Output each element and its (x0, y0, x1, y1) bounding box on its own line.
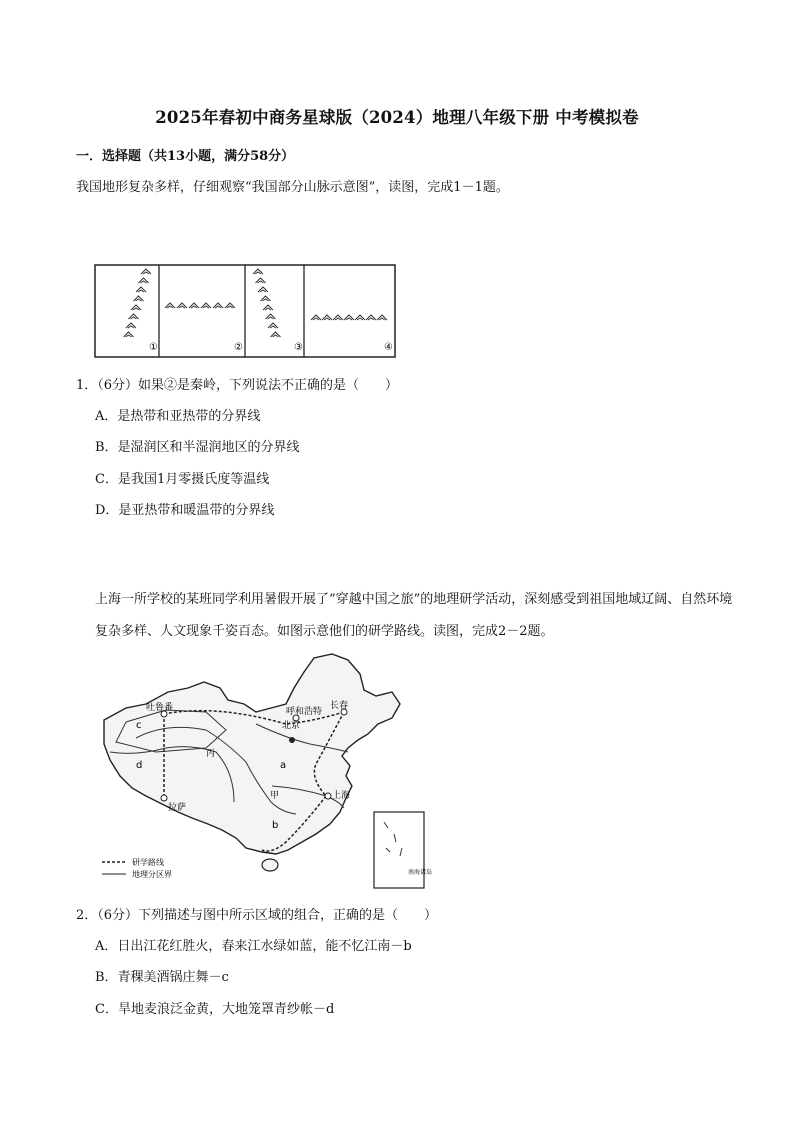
mountain-peak-icon (139, 278, 149, 283)
legend-boundary: 地理分区界 (132, 870, 172, 879)
inset-label: 南海诸岛 (408, 869, 433, 876)
mountain-peak-icon (261, 296, 271, 301)
mountain-peak-icon (131, 305, 141, 310)
mountain-peak-icon (311, 315, 321, 320)
page-title: 2025年春初中商务星球版（2024）地理八年级下册 中考模拟卷 (155, 108, 639, 127)
mountain-peak-icon (189, 303, 199, 308)
mountain-peak-icon (344, 315, 354, 320)
legend-route: 研学路线 (132, 858, 164, 867)
city-label-lhasa: 拉萨 (168, 803, 187, 813)
mountain-peak-icon (268, 323, 278, 328)
mountain-peak-icon (333, 315, 343, 320)
mountain-peak-icon (134, 296, 144, 301)
mountain-peak-icon (263, 305, 273, 310)
region-label-b: b (272, 820, 279, 831)
city-label-hohhot: 呼和浩特 (286, 707, 323, 717)
mountain-peak-icon (366, 315, 376, 320)
mountain-peak-icon (213, 303, 223, 308)
mountain-peak-icon (124, 332, 134, 337)
region-label-c: c (136, 720, 142, 731)
fig1-label-2: ② (234, 342, 243, 353)
map-label-jia: 甲 (270, 791, 280, 801)
mountain-peak-icon (266, 314, 276, 319)
china-route-map (96, 652, 433, 890)
question-1-option-c[interactable]: C．是我国1月零摄氏度等温线 (95, 472, 270, 487)
intro-text-2: 上海一所学校的某班同学利用暑假开展了“穿越中国之旅”的地理研学活动，深刻感受到祖国地域辽阔、自然环境复杂多样、人文现象千姿百态。如图示意他们的研学路线。读图，完成2－2题。 (95, 592, 733, 639)
mountain-peak-icon (129, 314, 139, 319)
mountain-schematic-figure (94, 264, 396, 358)
region-label-a: a (280, 760, 287, 771)
city-label-changchun: 长春 (330, 701, 349, 711)
fig1-label-4: ④ (384, 342, 393, 353)
map-label-bing: 丙 (206, 749, 216, 759)
mountain-peak-icon (165, 303, 175, 308)
mountain-peak-icon (201, 303, 211, 308)
mountain-peak-icon (377, 315, 387, 320)
mountain-peak-icon (126, 323, 136, 328)
region-label-d: d (136, 760, 143, 771)
fig1-label-3: ③ (294, 342, 303, 353)
city-label-shanghai: 上海 (332, 791, 351, 801)
mountain-peak-icon (258, 287, 268, 292)
city-label-beijing: 北京 (282, 721, 301, 731)
question-2-option-a[interactable]: A．日出江花红胜火，春来江水绿如蓝，能不忆江南－b (95, 939, 412, 954)
intro-text-1: 我国地形复杂多样，仔细观察“我国部分山脉示意图”，读图，完成1－1题。 (76, 180, 509, 195)
question-2-stem: 2．（6分）下列描述与图中所示区域的组合，正确的是（ ） (76, 908, 438, 923)
question-1-option-d[interactable]: D．是亚热带和暖温带的分界线 (95, 503, 275, 518)
mountain-peak-icon (177, 303, 187, 308)
question-2-option-c[interactable]: C．旱地麦浪泛金黄，大地笼罩青纱帐－d (95, 1002, 335, 1017)
mountain-peak-icon (322, 315, 332, 320)
mountain-peak-icon (225, 303, 235, 308)
mountain-peak-icon (141, 269, 151, 274)
section-heading: 一．选择题（共13小题，满分58分） (76, 149, 295, 164)
mountain-peak-icon (136, 287, 146, 292)
question-2-option-b[interactable]: B．青稞美酒锅庄舞－c (95, 970, 229, 985)
question-1-option-b[interactable]: B．是湿润区和半湿润地区的分界线 (95, 440, 300, 455)
question-1-option-a[interactable]: A．是热带和亚热带的分界线 (95, 409, 261, 424)
question-1-stem: 1．（6分）如果②是秦岭，下列说法不正确的是（ ） (76, 378, 399, 393)
mountain-peak-icon (355, 315, 365, 320)
mountain-peak-icon (271, 332, 281, 337)
fig1-label-1: ① (149, 342, 158, 353)
city-label-turpan: 吐鲁番 (146, 703, 174, 713)
mountain-peak-icon (256, 278, 266, 283)
mountain-peak-icon (253, 269, 263, 274)
